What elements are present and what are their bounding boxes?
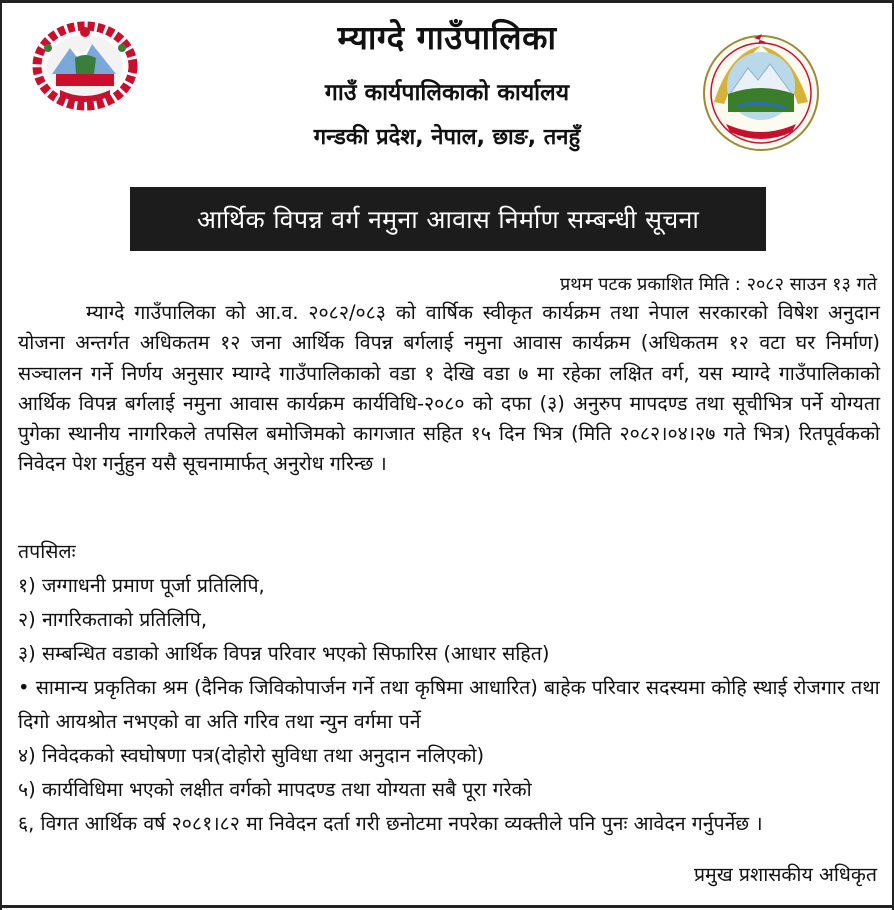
- list-item: ५) कार्यविधिमा भएको लक्षीत वर्गको मापदण्ड तथा योग्यता सबै पूरा गरेको: [18, 778, 532, 801]
- list-item: २) नागरिकताको प्रतिलिपि,: [18, 608, 208, 631]
- list-item: १) जग्गाधनी प्रमाण पूर्जा प्रतिलिपि,: [18, 574, 265, 597]
- notice-header: [0, 16, 894, 154]
- signature-officer: प्रमुख प्रशासकीय अधिकृत: [693, 863, 877, 886]
- office-address: गन्डकी प्रदेश, नेपाल, छाङ, तनहुँ: [313, 125, 581, 150]
- list-heading: तपसिलः: [18, 540, 76, 563]
- page-border-top: [0, 0, 894, 3]
- list-item: ३) सम्बन्धित वडाको आर्थिक विपन्न परिवार भएको सिफारिस (आधार सहित): [18, 642, 550, 665]
- published-date: प्रथम पटक प्रकाशित मिति : २०८२ साउन १३ गते: [560, 274, 877, 295]
- list-item: ६, विगत आर्थिक वर्ष २०८१।८२ मा निवेदन दर्ता गरी छनोटमा नपरेका व्यक्तीले पनि पुनः आवेदन गर्नुपर्नेछ ।: [18, 812, 763, 835]
- list-item: ४) निवेदकको स्वघोषणा पत्र(दोहोरो सुविधा तथा अनुदान नलिएको): [18, 744, 485, 767]
- notice-title-band: [130, 187, 766, 251]
- page-border-bottom: [0, 905, 894, 908]
- org-name: म्याग्दे गाउँपालिका: [337, 18, 557, 57]
- requirements-list: [18, 535, 880, 841]
- notice-body: म्याग्दे गाउँपालिका को आ.व. २०८२/०८३ को वार्षिक स्वीकृत कार्यक्रम तथा नेपाल सरकारको विषेश अनुदान योजना अन्तर्गत अधिकतम १२ जना आर्थिक विपन्न बर्गलाई नमुना आवास कार्यक्रम (अधिकतम १२ वटा घर निर्माण) सञ्चालन गर्ने निर्णय अनुसार म्याग्दे गाउँपालिकाको वडा १ देखि वडा ७ मा रहेका लक्षित वर्ग, यस म्याग्दे गाउँपालिकाको आर्थिक विपन्न बर्गलाई नमुना आवास कार्यक्रम कार्यविधि-२०८० को दफा (३) अनुरुप मापदण्ड तथा सूचीभित्र पर्ने योग्यता पुगेका स्थानीय नागरिकले तपसिल बमोजिमको कागजात सहित १५ दिन भित्र (मिति २०८२।०४।२७ गते भित्र) रितपूर्वकको निवेदन पेश गर्नुहुन यसै सूचनामार्फत् अनुरोध गरिन्छ ।: [18, 301, 880, 476]
- list-item: • सामान्य प्रकृतिका श्रम (दैनिक जिविकोपार्जन गर्ने तथा कृषिमा आधारित) बाहेक परिवार सदस्यमा कोहि स्थाई रोजगार तथा दिगो आयश्रोत नभएको वा अति गरिव तथा न्युन वर्गमा पर्ने: [18, 676, 880, 733]
- office-name: गाउँ कार्यपालिकाको कार्यालय: [324, 80, 570, 106]
- notice-title: आर्थिक विपन्न वर्ग नमुना आवास निर्माण सम्बन्धी सूचना: [196, 205, 700, 234]
